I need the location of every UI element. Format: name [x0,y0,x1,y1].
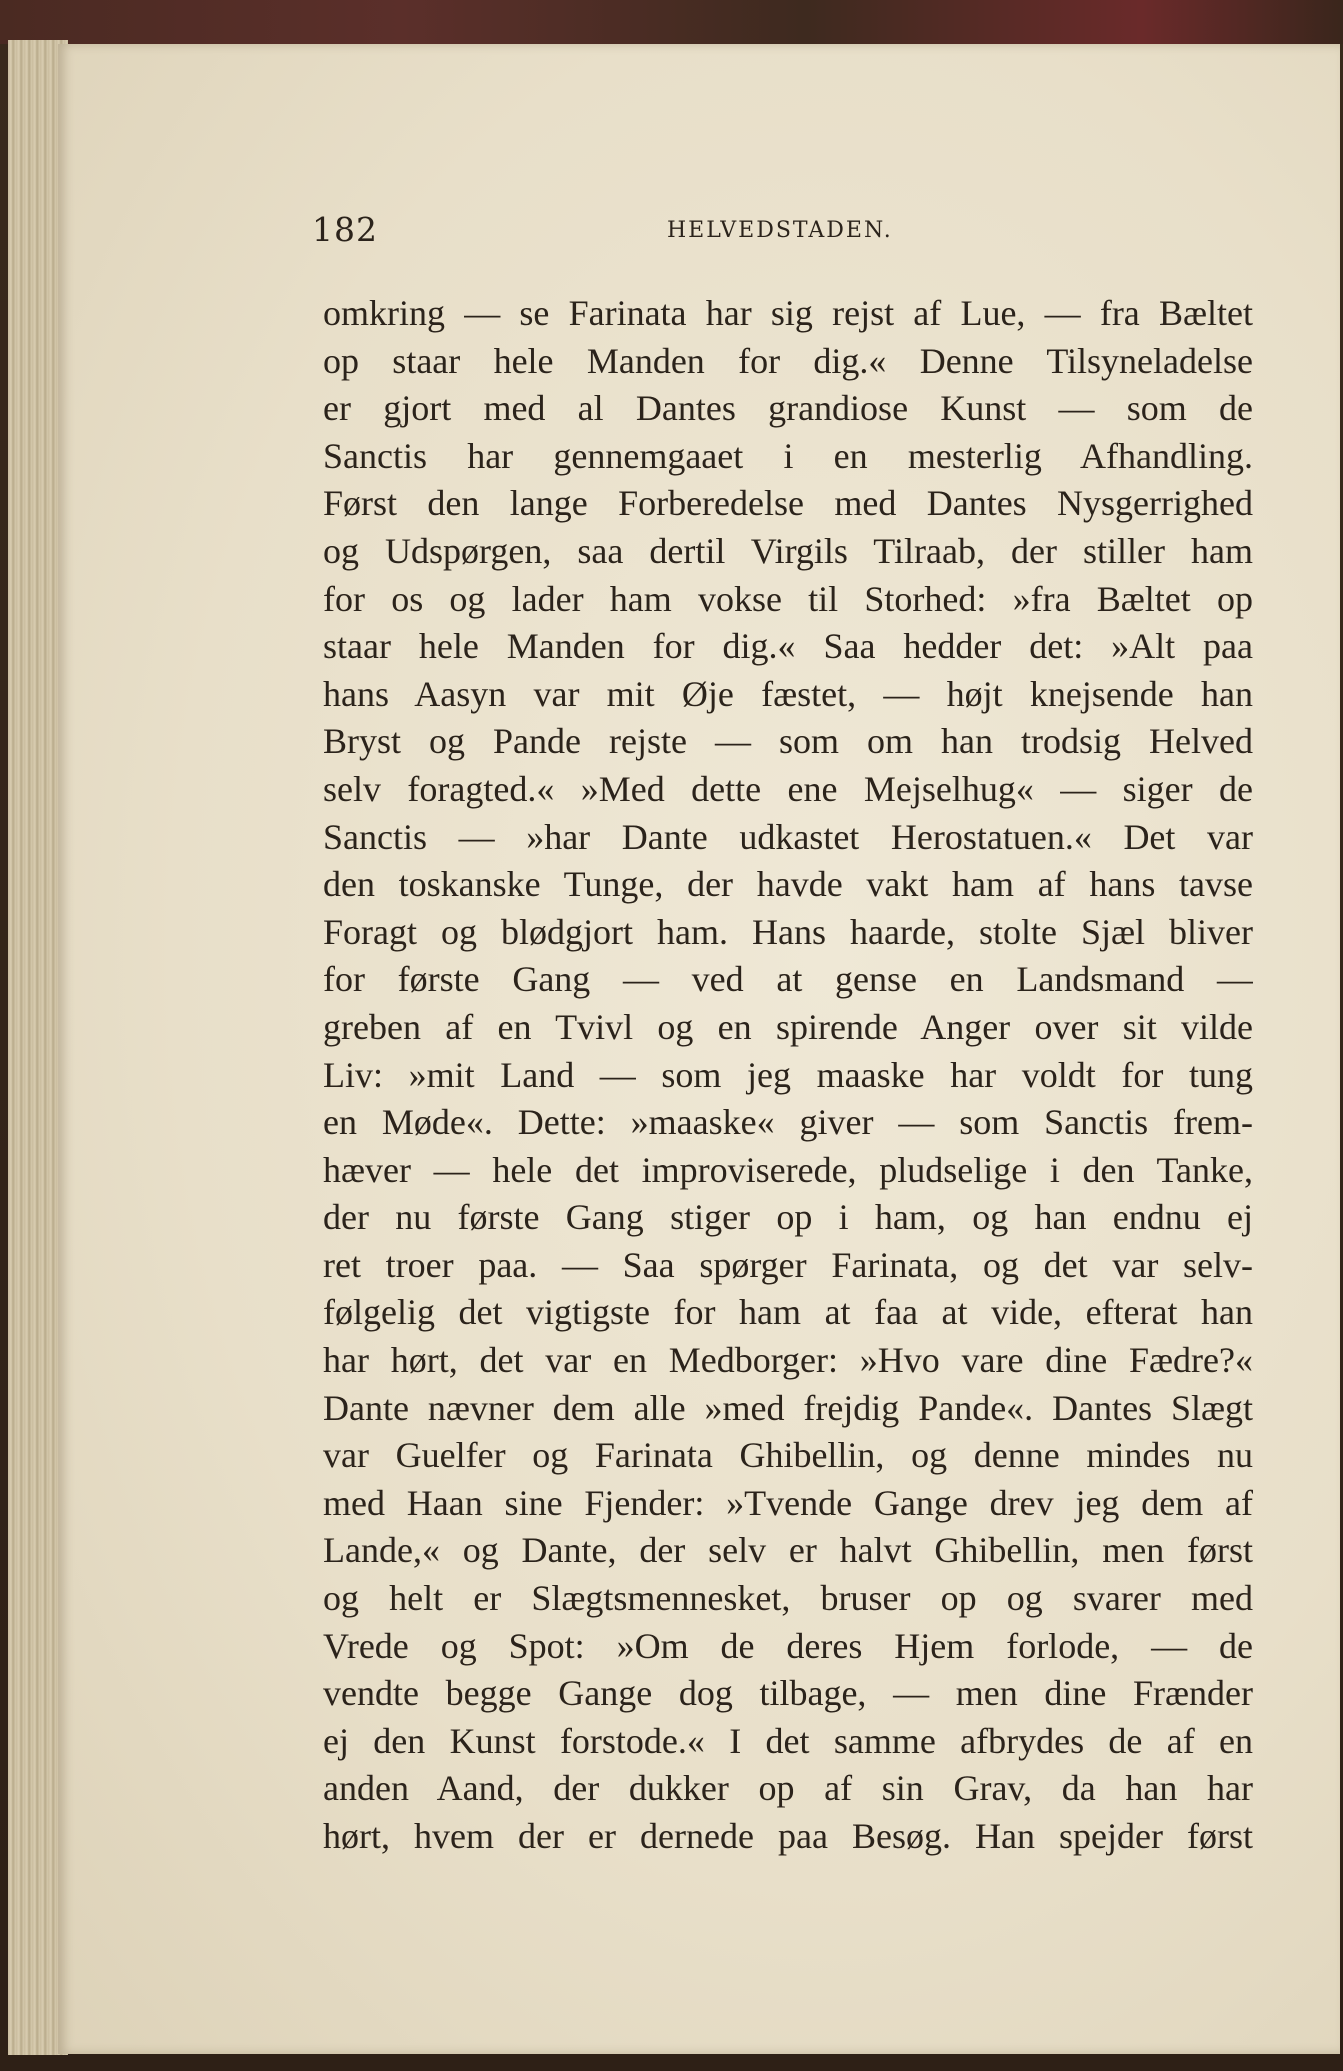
text-line: Først den lange Forberedelse med Dantes Nysgerrighed [323,483,1253,524]
text-line: staar hele Manden for dig.« Saa hedder det: »Alt paa [323,626,1253,667]
text-line: hørt, hvem der er dernede paa Besøg. Han spejder først [323,1816,1253,1856]
body-text [323,290,1253,1861]
text-line: der nu første Gang stiger op i ham, og han endnu ej [323,1197,1253,1238]
text-line: Sanctis — »har Dante udkastet Herostatuen.« Det var [323,816,1253,857]
page-number: 182 [312,210,378,249]
running-title: HELVEDSTADEN. [667,218,893,243]
text-line: selv foragted.« »Med dette ene Mejselhug« — siger de [323,768,1253,809]
text-line: er gjort med al Dantes grandiose Kunst — som de [323,388,1253,429]
text-line: vendte begge Gange dog tilbage, — men dine Frænder [323,1673,1253,1714]
text-line: ej den Kunst forstode.« I det samme afbrydes de af en [323,1720,1253,1761]
text-line: Dante nævner dem alle »med frejdig Pande«. Dantes Slægt [323,1387,1253,1428]
text-line: Sanctis har gennemgaaet i en mesterlig Afhandling. [323,435,1253,476]
text-line: Vrede og Spot: »Om de deres Hjem forlode, — de [323,1625,1253,1666]
text-line: og Udspørgen, saa dertil Virgils Tilraab, der stiller ham [323,530,1253,571]
text-line: og helt er Slægtsmennesket, bruser op og svarer med [323,1578,1253,1619]
text-line: den toskanske Tunge, der havde vakt ham af hans tavse [323,864,1253,905]
page-header [312,210,1012,250]
text-line: følgelig det vigtigste for ham at faa at vide, efterat han [323,1292,1253,1333]
text-line: Bryst og Pande rejste — som om han trodsig Helved [323,721,1253,762]
text-line: hans Aasyn var mit Øje fæstet, — højt knejsende han [323,673,1253,714]
text-line: greben af en Tvivl og en spirende Anger over sit vilde [323,1006,1253,1047]
text-line: anden Aand, der dukker op af sin Grav, da han har [323,1768,1253,1809]
text-line: Foragt og blødgjort ham. Hans haarde, stolte Sjæl bliver [323,911,1253,952]
text-line: med Haan sine Fjender: »Tvende Gange drev jeg dem af [323,1482,1253,1523]
text-line: ret troer paa. — Saa spørger Farinata, og det var selv- [323,1244,1253,1285]
text-line: for os og lader ham vokse til Storhed: »fra Bæltet op [323,578,1253,619]
text-line: hæver — hele det improviserede, pludselige i den Tanke, [323,1149,1253,1190]
text-line: en Møde«. Dette: »maaske« giver — som Sanctis frem- [323,1102,1253,1143]
text-line: var Guelfer og Farinata Ghibellin, og denne mindes nu [323,1435,1253,1476]
text-line: omkring — se Farinata har sig rejst af Lue, — fra Bæltet [323,293,1253,333]
text-line: for første Gang — ved at gense en Landsmand — [323,959,1253,1000]
text-line: har hørt, det var en Medborger: »Hvo vare dine Fædre?« [323,1340,1253,1381]
text-line: Liv: »mit Land — som jeg maaske har voldt for tung [323,1054,1253,1095]
text-line: op staar hele Manden for dig.« Denne Tilsyneladelse [323,340,1253,381]
text-line: Lande,« og Dante, der selv er halvt Ghibellin, men først [323,1530,1253,1571]
book-cover-edge [0,0,1343,44]
